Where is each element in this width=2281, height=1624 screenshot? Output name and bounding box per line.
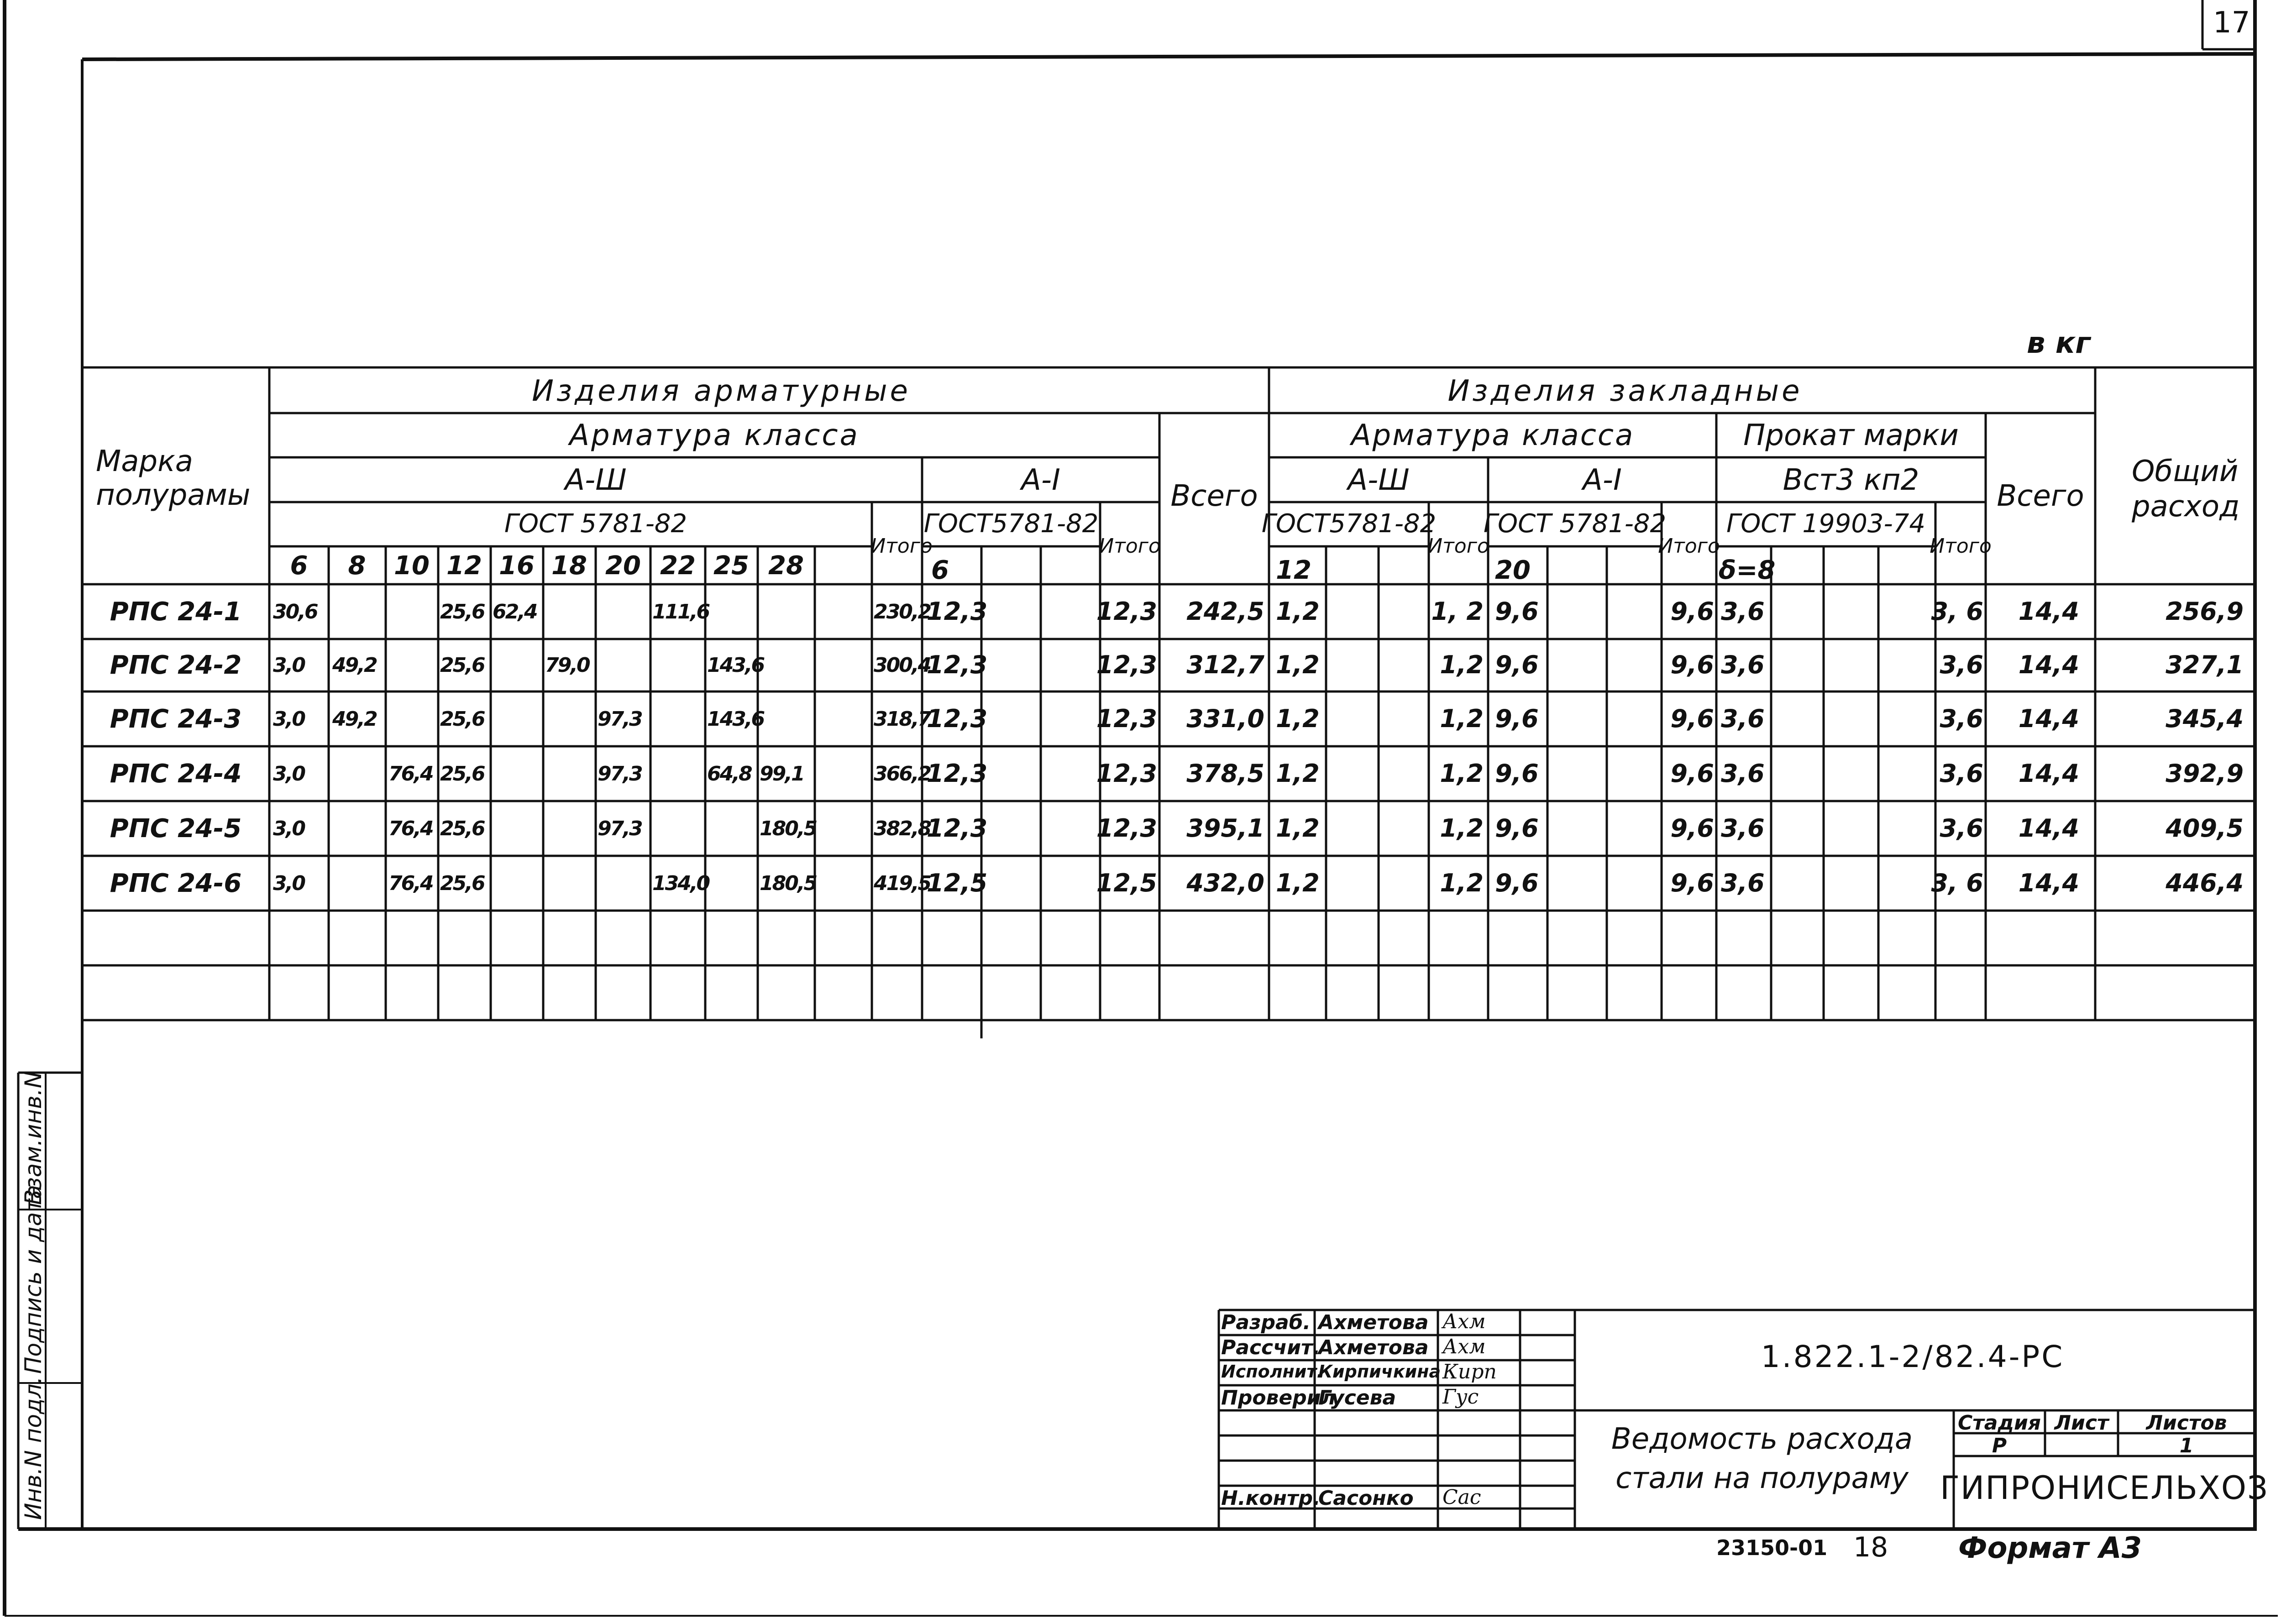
role-label: Проверил: [1221, 1386, 1336, 1409]
cell: 1,2: [1440, 704, 1484, 733]
cell: 12,3: [1096, 759, 1157, 788]
table-row: [0, 816, 2281, 857]
diam-embed-a3-header: 12: [1276, 555, 1311, 585]
cell: 3,0: [273, 817, 304, 840]
embed-reinf-class-header: Арматура класса: [1351, 419, 1635, 452]
reinf-class-header: Арматура класса: [569, 419, 860, 452]
cell: 3,6: [1721, 650, 1765, 679]
cell: 97,3: [598, 707, 642, 731]
cell: 242,5: [1186, 597, 1264, 626]
cell: 318,7: [874, 707, 931, 731]
cell: 25,6: [440, 872, 484, 895]
row-mark: РПС 24-1: [110, 597, 242, 627]
signature: Ахм: [1442, 1310, 1486, 1333]
diam-header: 18: [551, 551, 587, 581]
role-label: Исполнит.: [1221, 1362, 1323, 1382]
embed-vsego-header: Всего: [1997, 479, 2084, 513]
cell: 12,3: [1096, 650, 1157, 679]
archive-number: 23150-01: [1716, 1535, 1828, 1560]
a1-itogo-header: Итого: [1099, 534, 1161, 558]
unit-label: в кг: [2027, 326, 2091, 360]
row-mark: РПС 24-5: [110, 814, 242, 843]
cell: 76,4: [388, 872, 433, 895]
person-name: Ахметова: [1318, 1336, 1429, 1359]
sheet-number: 17: [2213, 6, 2250, 40]
cell: 327,1: [2166, 650, 2244, 679]
side-stamp-replacement-inv: Взам.инв.N: [20, 1071, 47, 1205]
role-label: Разраб.: [1221, 1311, 1311, 1334]
cell: 9,6: [1495, 759, 1539, 788]
cell: 3,6: [1721, 704, 1765, 733]
gost-a3-header: ГОСТ 5781-82: [504, 509, 687, 539]
cell: 3,0: [273, 762, 304, 786]
cell: 25,6: [440, 654, 484, 677]
diam-header: 28: [768, 551, 804, 581]
class-a1-header: А-I: [1021, 463, 1060, 497]
cell: 3,6: [1940, 759, 1983, 788]
cell: 180,5: [760, 817, 817, 840]
role-label: Н.контр.: [1221, 1487, 1321, 1510]
diam-a1-header: 6: [931, 555, 949, 585]
cell: 12,5: [1096, 869, 1157, 897]
table-row: [0, 650, 2281, 694]
diam-header: 22: [660, 551, 696, 581]
embed-class-a1-header: А-I: [1583, 463, 1622, 497]
cell: 382,8: [874, 817, 931, 840]
cell: 366,2: [874, 762, 931, 786]
diam-header: 12: [446, 551, 482, 581]
cell: 134,0: [652, 872, 709, 895]
person-name: Сасонко: [1318, 1487, 1414, 1510]
total-header: Общий расход: [2132, 455, 2240, 524]
class-a3-header: А-Ш: [565, 463, 627, 497]
cell: 1,2: [1276, 814, 1320, 843]
cell: 345,4: [2166, 704, 2244, 733]
cell: 1,2: [1440, 650, 1484, 679]
row-mark: РПС 24-2: [110, 650, 242, 680]
cell: 62,4: [493, 600, 537, 623]
gost-embed-a3-header: ГОСТ5781-82: [1261, 509, 1437, 539]
group-embedded-header: Изделия закладные: [1447, 374, 1803, 408]
cell: 331,0: [1186, 704, 1264, 733]
cell: 9,6: [1670, 597, 1714, 626]
table-row: [0, 704, 2281, 748]
cell: 9,6: [1670, 650, 1714, 679]
cell: 111,6: [652, 600, 709, 623]
diam-header: 20: [605, 551, 641, 581]
cell: 97,3: [598, 762, 642, 786]
cell: 1,2: [1440, 759, 1484, 788]
gost-embed-a1-header: ГОСТ 5781-82: [1483, 509, 1667, 539]
cell: 3,0: [273, 707, 304, 731]
cell: 49,2: [332, 654, 377, 677]
cell: 99,1: [760, 762, 804, 786]
cell: 12,3: [1096, 704, 1157, 733]
gost-rolled-header: ГОСТ 19903-74: [1726, 509, 1925, 539]
embed-class-a3-header: А-Ш: [1348, 463, 1410, 497]
diam-header: 6: [290, 551, 308, 581]
cell: 409,5: [2166, 814, 2244, 843]
group-reinforcement-header: Изделия арматурные: [532, 374, 911, 408]
cell: 25,6: [440, 762, 484, 786]
cell: 1,2: [1276, 704, 1320, 733]
cell: 392,9: [2166, 759, 2244, 788]
cell: 9,6: [1495, 650, 1539, 679]
cell: 25,6: [440, 817, 484, 840]
signature: Сас: [1442, 1486, 1481, 1509]
row-mark: РПС 24-6: [110, 869, 242, 898]
cell: 378,5: [1186, 759, 1264, 788]
stage-header: Стадия: [1957, 1411, 2041, 1435]
cell: 3, 6: [1931, 597, 1983, 626]
cell: 14,4: [2018, 759, 2079, 788]
cell: 14,4: [2018, 597, 2079, 626]
cell: 446,4: [2166, 869, 2244, 897]
cell: 79,0: [545, 654, 589, 677]
diam-header: 16: [499, 551, 535, 581]
cell: 3,6: [1721, 869, 1765, 897]
signature: Кирп: [1442, 1360, 1497, 1383]
cell: 1,2: [1276, 597, 1320, 626]
cell: 1,2: [1440, 869, 1484, 897]
cell: 3,0: [273, 654, 304, 677]
cell: 14,4: [2018, 869, 2079, 897]
cell: 419,5: [874, 872, 931, 895]
cell: 9,6: [1670, 869, 1714, 897]
embed-a1-itogo-header: Итого: [1658, 534, 1720, 558]
diam-header: 8: [348, 551, 366, 581]
cell: 3,6: [1721, 759, 1765, 788]
rolled-itogo-header: Итого: [1930, 534, 1992, 558]
cell: 76,4: [388, 817, 433, 840]
signature: Гус: [1442, 1385, 1479, 1409]
cell: 9,6: [1670, 814, 1714, 843]
cell: 14,4: [2018, 814, 2079, 843]
cell: 76,4: [388, 762, 433, 786]
cell: 25,6: [440, 707, 484, 731]
cell: 1,2: [1440, 814, 1484, 843]
row-mark: РПС 24-3: [110, 704, 242, 734]
vsego-header: Всего: [1170, 479, 1258, 513]
cell: 180,5: [760, 872, 817, 895]
cell: 14,4: [2018, 704, 2079, 733]
cell: 312,7: [1186, 650, 1264, 679]
cell: 1,2: [1276, 869, 1320, 897]
table-row: [0, 871, 2281, 912]
cell: 1,2: [1276, 650, 1320, 679]
person-name: Ахметова: [1318, 1311, 1429, 1334]
cell: 12,5: [927, 869, 988, 897]
person-name: Кирпичкина: [1318, 1362, 1441, 1382]
cell: 12,3: [927, 704, 988, 733]
gost-a1-header: ГОСТ5781-82: [923, 509, 1099, 539]
sheets-header: Листов: [2146, 1411, 2227, 1435]
cell: 12,3: [1096, 597, 1157, 626]
diam-header: 10: [394, 551, 430, 581]
cell: 300,4: [874, 654, 931, 677]
cell: 3, 6: [1931, 869, 1983, 897]
cell: 97,3: [598, 817, 642, 840]
cell: 30,6: [273, 600, 317, 623]
diam-embed-a1-header: 20: [1495, 555, 1531, 585]
cell: 1,2: [1276, 759, 1320, 788]
cell: 9,6: [1495, 597, 1539, 626]
cell: 12,3: [927, 759, 988, 788]
cell: 12,3: [927, 650, 988, 679]
embed-rolled-header: Прокат марки: [1743, 419, 1959, 452]
table-row: [0, 599, 2281, 640]
cell: 143,6: [707, 707, 764, 731]
row-mark: РПС 24-4: [110, 759, 242, 789]
signature: Ахм: [1442, 1335, 1486, 1358]
cell: 3,6: [1940, 650, 1983, 679]
role-label: Рассчит.: [1221, 1336, 1321, 1359]
organization-name: ГИПРОНИСЕЛЬХОЗ: [1940, 1469, 2269, 1507]
a3-itogo-header: Итого: [870, 534, 933, 558]
cell: 3,0: [273, 872, 304, 895]
document-title: Ведомость расхода стали на полураму: [1611, 1422, 1913, 1496]
sheet-header: Лист: [2054, 1411, 2109, 1435]
cell: 12,3: [1096, 814, 1157, 843]
cell: 12,3: [927, 597, 988, 626]
format-label: Формат А3: [1958, 1531, 2142, 1565]
diam-header: 25: [713, 551, 749, 581]
document-code: 1.822.1-2/82.4-РС: [1761, 1339, 2065, 1374]
cell: 9,6: [1670, 704, 1714, 733]
cell: 12,3: [927, 814, 988, 843]
embed-a3-itogo-header: Итого: [1427, 534, 1489, 558]
cell: 25,6: [440, 600, 484, 623]
cell: 49,2: [332, 707, 377, 731]
cell: 9,6: [1670, 759, 1714, 788]
cell: 432,0: [1186, 869, 1264, 897]
cell: 395,1: [1186, 814, 1264, 843]
cell: 3,6: [1940, 814, 1983, 843]
page-number: 18: [1853, 1531, 1888, 1563]
cell: 3,6: [1721, 597, 1765, 626]
cell: 3,6: [1721, 814, 1765, 843]
cell: 9,6: [1495, 869, 1539, 897]
cell: 3,6: [1940, 704, 1983, 733]
stage-value: Р: [1992, 1434, 2007, 1457]
cell: 143,6: [707, 654, 764, 677]
side-stamp-signature-date: Подпись и дата: [20, 1184, 47, 1374]
cell: 14,4: [2018, 650, 2079, 679]
rolled-grade-header: Вст3 кп2: [1783, 463, 1919, 497]
cell: 230,2: [874, 600, 931, 623]
col-mark-header: Марка полурамы: [96, 445, 251, 512]
diam-rolled-header: δ=8: [1719, 555, 1776, 585]
table-row: [0, 761, 2281, 802]
side-stamp-inv-number: Инв.N подл.: [20, 1376, 47, 1520]
cell: 256,9: [2166, 597, 2244, 626]
cell: 9,6: [1495, 814, 1539, 843]
cell: 9,6: [1495, 704, 1539, 733]
sheets-value: 1: [2179, 1434, 2194, 1457]
cell: 64,8: [707, 762, 751, 786]
person-name: Гусева: [1318, 1386, 1396, 1409]
cell: 1, 2: [1431, 597, 1484, 626]
